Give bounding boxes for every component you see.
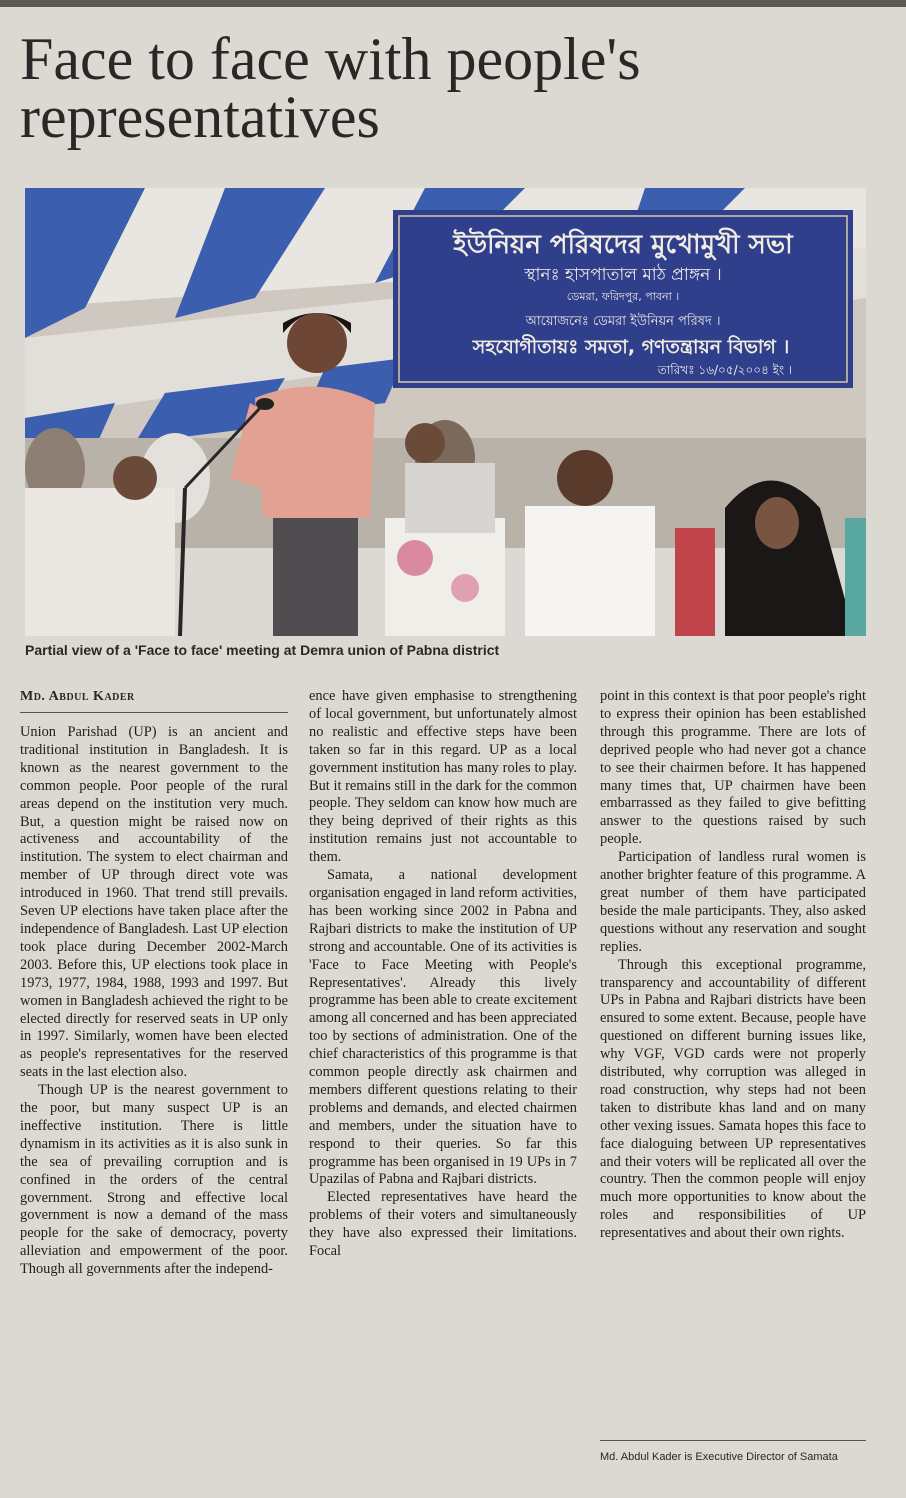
byline-rule — [20, 712, 288, 713]
paragraph: Elected representatives have heard the problems of their voters and simultaneously they have also expressed their limitations. Focal — [309, 1189, 577, 1260]
banner-line-6: তারিখঃ ১৬/০৫/২০০৪ ইং । — [657, 363, 793, 377]
paragraph: Samata, a national development organisation engaged in land reform activities, has been working since 2002 in Pabna and Rajbari districts to make the institution of UP strong and accountable. One of its activities is 'Face to Face Meeting with People's Representatives'. Already this lively programme has been able to create excitement among all concerned and has been appreciated too by sections of administration. One of the chief characteristics of this programme is that common people directly ask chairmen and members different questions relating to their problems and demands, and elected chairmen and members, under the situation have to respond to their queries. So far this programme has been organised in 19 UPs in 7 Upazilas of Pabna and Rajbari districts. — [309, 867, 577, 1188]
meeting-banner — [393, 210, 853, 388]
article-column-1 — [20, 724, 288, 1279]
banner-line-3: ডেমরা, ফরিদপুর, পাবনা । — [566, 290, 680, 303]
meeting-photo — [25, 188, 866, 636]
byline: Md. Abdul Kader — [20, 689, 135, 704]
paragraph: ence have given emphasise to strengthening of local government, but unfortunately almost no realistic and effective steps have been taken so far in this regard. UP as a local government institution has many roles to play. But it remains still in the dark for the common people. They seldom can know how much are they being deprived of their rights as this institution remains just not accountable to them. — [309, 688, 577, 866]
banner-line-5: সহযোগীতায়ঃ সমতা, গণতন্ত্রায়ন বিভাগ । — [472, 336, 790, 358]
paragraph: Through this exceptional programme, transparency and accountability of different UPs in Pabna and Rajbari districts have been ensured to some extent. Because, people have questioned on different burning issues like, why VGF, VGD cards were not properly distributed, why corruption was alleged in road construction, why steps had not been taken to distribute khas land and on many other vexing issues. Samata hopes this face to face dialoguing between UP representatives and their voters will be replicated all over the country. Then the common people will enjoy much more opportunities to know about the roles and responsibilities of UP representatives and about their own rights. — [600, 956, 866, 1242]
paragraph: Though UP is the nearest government to the poor, but many suspect UP is an ineffective institution. There is little dynamism in its activities as it is also sunk in the sea of prevailing corruption and is confined in the orders of the central government. Strong and effective local government is now a demand of the mass people for the sake of democracy, poverty alleviation and empowerment of the poor. Though all governments after the independ- — [20, 1082, 288, 1278]
article-column-2 — [309, 688, 577, 1261]
footnote-rule — [600, 1440, 866, 1441]
paragraph: Union Parishad (UP) is an ancient and traditional institution in Bangladesh. It is known as the nearest government to the common people. Poor people of the rural areas depend on the institution very much. But, a question might be raised now on activeness and accountability of the institution. The system to elect chairman and member of UP through direct vote was introduced in 1960. That trend still prevails. Seven UP elections have taken place after the independence of Bangladesh. Last UP election took place during December 2002-March 2003. Before this, UP elections took place in 1973, 1977, 1984, 1988, 1993 and 1997. But women in Bangladesh achieved the right to be elected directly for reserved seats in UP only in 1997. Similarly, women have been elected as people's representatives for the reserved seats in the last election also. — [20, 724, 289, 1081]
article-column-3 — [600, 688, 866, 1243]
author-footnote: Md. Abdul Kader is Executive Director of Samata — [600, 1451, 838, 1463]
banner-line-1: ইউনিয়ন পরিষদের মুখোমুখী সভা — [453, 230, 793, 260]
paragraph: Participation of landless rural women is another brighter feature of this programme. A great number of them have participated beside the male participants. They, also asked questions without any reservation and sought replies. — [600, 849, 866, 955]
headline: Face to face with people's representatives — [20, 26, 641, 150]
paragraph: point in this context is that poor people's right to express their opinion has been established through this programme. There are lots of deprived people who had never got a chance to see their chairmen before. It has happened many times that, UP chairmen have been embarrassed as they failed to give befitting answer to the questions raised by such people. — [600, 688, 866, 848]
photo-caption: Partial view of a 'Face to face' meeting at Demra union of Pabna district — [25, 642, 500, 658]
banner-line-4: আয়োজনেঃ ডেমরা ইউনিয়ন পরিষদ । — [525, 314, 721, 329]
top-rule — [0, 0, 906, 7]
banner-line-2: স্থানঃ হাসপাতাল মাঠ প্রাঙ্গন । — [524, 265, 722, 285]
